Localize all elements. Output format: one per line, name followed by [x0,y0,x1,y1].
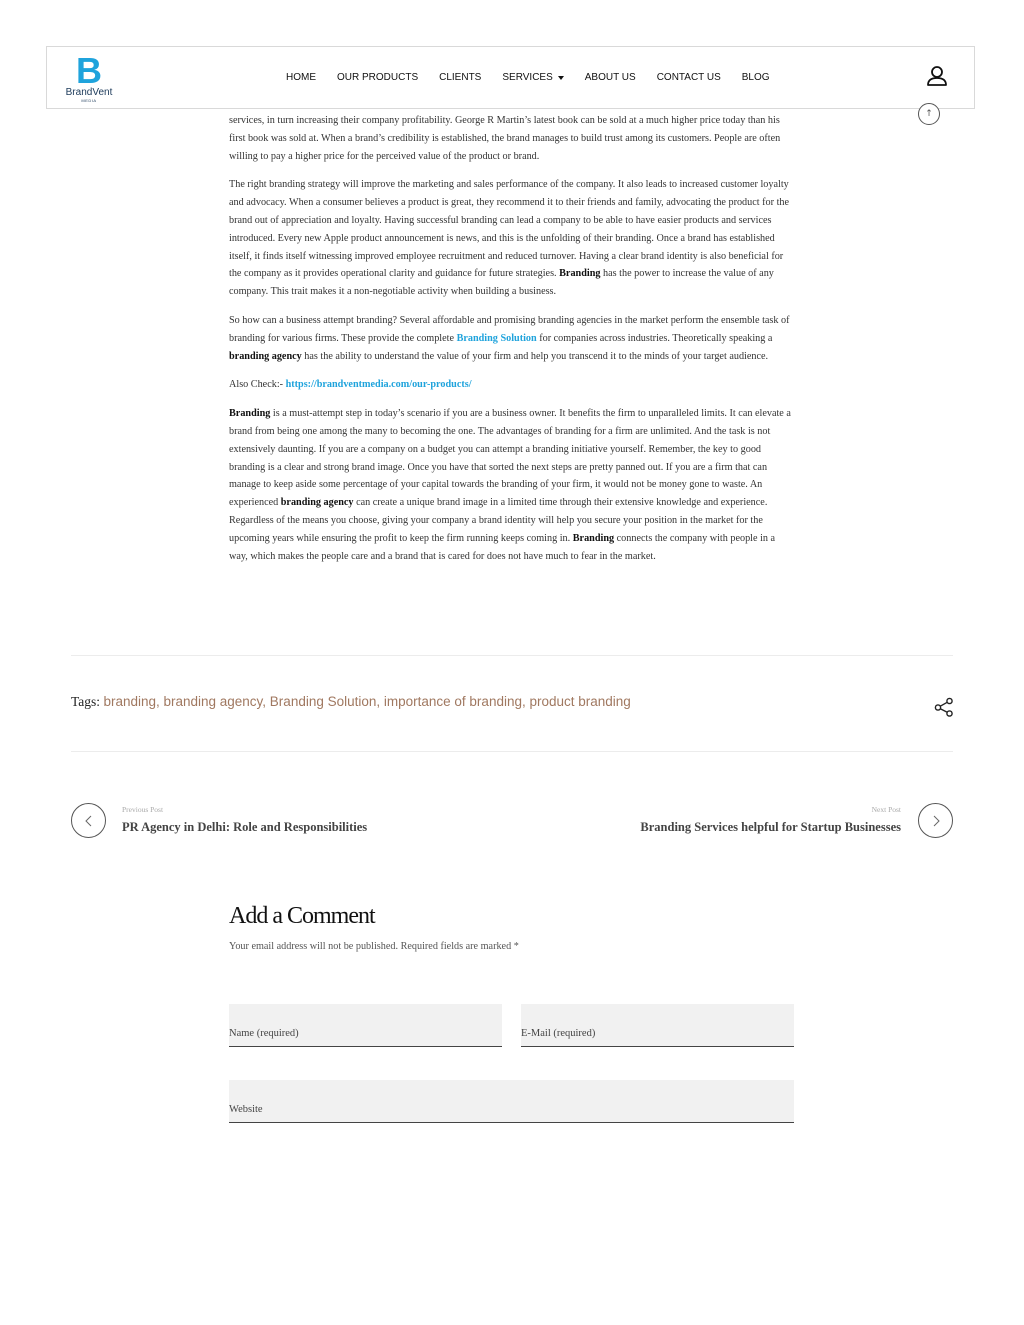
logo-mark: B [76,50,102,91]
bold-term: Branding [572,532,615,544]
main-nav [286,47,791,108]
previous-post-title[interactable]: PR Agency in Delhi: Role and Responsibilities [122,820,368,834]
nav-services[interactable] [502,72,563,83]
logo-sub: MEDIA [81,98,97,103]
tags-list[interactable]: branding, branding agency, Branding Solution, importance of branding, product branding [103,694,631,709]
text-run: has the ability to understand the value of your firm and help you transcend it to the minds of your target audience. [304,350,769,362]
bold-term: branding agency [229,350,302,362]
text-run: can create a unique brand image in a limited time through their extensive knowledge and experience. Regardless of the means you choose, giving your company a brand identity will help you secure your position in the market for the upcoming years while ensuring the profit to keep the firm running keeps coming in. [229,497,768,544]
article-paragraph [229,312,795,365]
article-paragraph [229,405,795,565]
next-post-button[interactable] [918,803,953,838]
arrow-up-icon: ↑ [925,109,933,119]
bold-term: branding agency [280,497,354,509]
chevron-right-icon [931,815,941,827]
previous-post-label: Previous Post [122,805,164,814]
nav-services-label: SERVICES [502,72,553,83]
user-icon[interactable] [926,65,948,87]
scroll-top-button[interactable] [918,103,940,125]
text-run: is a must-attempt step in today’s scenario if you are a business owner. It benefits the firm to unparalleled limits. It can elevate a brand from being one among the many to becoming the one. The advantages of branding for a firm are unlimited. And the task is not extensively daunting. If you are a company on a budget you can attempt a branding initiative yourself. Remember, the key to good branding is a clear and strong brand image. Once you have that sorted the next steps are pretty panned out. If you are a firm that can manage to keep aside some percentage of your capital towards the branding of your firm, it would not be money gone to waste. An experienced [229,408,791,509]
nav-blog[interactable]: BLOG [741,72,770,83]
text-run: for companies across industries. Theoretically speaking a [539,332,773,344]
text-run: The right branding strategy will improve the marketing and sales performance of the company. It also leads to increased customer loyalty and advocacy. When a consumer believes a product is great, they recommend it to their friends and family, advocating the product for the brand out of appreciation and loyalty. Having successful branding can lead a company to be able to have easier products and services introduced. Every new Apple product announcement is news, and this is the unfolding of their branding. Once a brand has established itself, it finds itself witnessing improved employee recruitment and reduced turnover. Having a clear brand identity is also beneficial for the company as it provides operational clarity and guidance for future strategies. [229,179,790,280]
next-post-label: Next Post [871,805,901,814]
email-field[interactable] [521,1004,794,1047]
nav-contact-us[interactable]: CONTACT US [656,72,721,83]
previous-post-button[interactable] [71,803,106,838]
next-post-title[interactable]: Branding Services helpful for Startup Businesses [640,820,901,834]
text-run: connects the company with people in a way, which makes the people care and a brand that is cared for does not have much to fear in the market. [229,532,776,562]
nav-our-products[interactable]: OUR PRODUCTS [337,72,419,83]
chevron-left-icon [84,815,94,827]
divider [71,751,953,752]
comment-note: Your email address will not be published. Required fields are marked * [229,941,519,952]
bold-term: Branding [229,408,271,420]
website-field[interactable] [229,1080,794,1123]
site-header [46,46,975,109]
post-tags [71,694,631,710]
name-field[interactable] [229,1004,502,1047]
text-run: has the power to increase the value of any company. This trait makes it a non-negotiable activity when building a business. [229,268,774,298]
branding-solution-link[interactable]: Branding Solution [456,332,537,344]
comment-title: Add a Comment [229,903,375,929]
nav-about-us[interactable]: ABOUT US [584,72,636,83]
article-paragraph [229,176,795,301]
our-products-link[interactable]: https://brandventmedia.com/our-products/ [285,379,472,391]
divider [71,655,953,656]
site-logo[interactable] [63,50,115,103]
nav-clients[interactable]: CLIENTS [439,72,482,83]
bold-term: Branding [559,268,601,280]
article-body [229,112,795,576]
article-paragraph: services, in turn increasing their company profitability. George R Martin’s latest book can be sold at a much higher price today than his first book was sold at. When a brand’s credibility is established, the brand manages to build trust among its customers. People are often willing to pay a higher price for the perceived value of the product or brand. [229,115,781,162]
tags-label: Tags: [71,694,101,709]
text-run: So how can a business attempt branding? Several affordable and promising branding agencies in the market perform the ensemble task of branding for various firms. These provide the complete [229,314,790,344]
logo-name: BrandVent [65,87,113,98]
also-check [229,376,795,394]
also-check-label: Also Check:- [229,379,284,391]
caret-down-icon [558,76,564,80]
share-icon[interactable] [934,697,954,717]
nav-home[interactable]: HOME [286,72,316,83]
